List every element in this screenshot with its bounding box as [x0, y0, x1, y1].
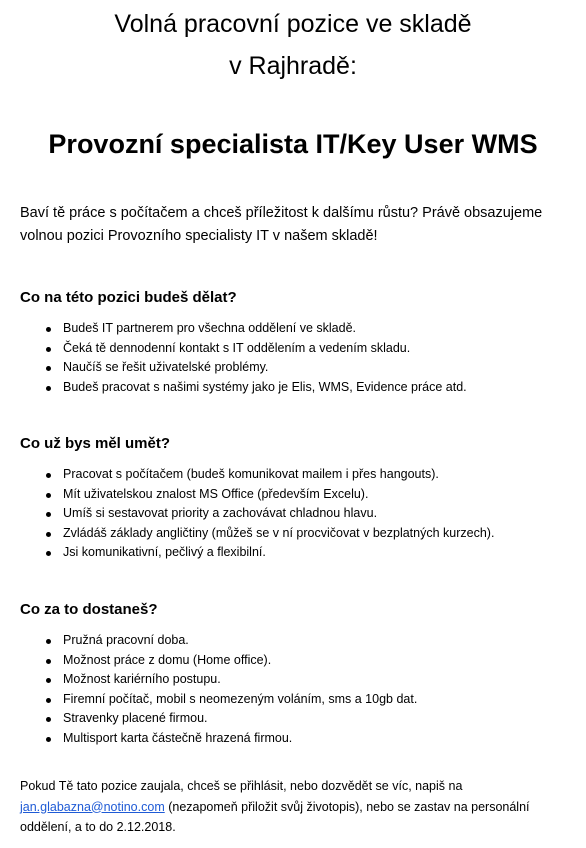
email-link[interactable]: jan.glabazna@notino.com: [20, 799, 165, 814]
list-item: Multisport karta částečně hrazená firmou.: [20, 729, 560, 749]
job-title: Provozní specialista IT/Key User WMS: [48, 129, 538, 159]
intro-paragraph: Baví tě práce s počítačem a chceš příležitost k dalšímu růstu? Právě obsazujeme volnou pozici Provozního specialisty IT v našem skladě!: [20, 205, 543, 244]
list-item: Budeš pracovat s našimi systémy jako je Elis, WMS, Evidence práce atd.: [20, 378, 560, 398]
footer-text-after: (nezapomeň přiložit svůj životopis), nebo se zastav na personální oddělení, a to do 2.12.2018.: [20, 799, 530, 834]
list-item: Možnost kariérního postupu.: [20, 670, 560, 690]
section-heading-benefits: Co za to dostaneš?: [20, 601, 158, 618]
list-item: Stravenky placené firmou.: [20, 709, 560, 729]
list-item: Umíš si sestavovat priority a zachovávat chladnou hlavu.: [20, 504, 560, 524]
main-title-line1: Volná pracovní pozice ve skladě: [114, 10, 472, 38]
list-item: Naučíš se řešit uživatelské problémy.: [20, 358, 560, 378]
requirements-list: [20, 465, 560, 563]
section-heading-requirements: Co už bys měl umět?: [20, 435, 171, 452]
list-item: Jsi komunikativní, pečlivý a flexibilní.: [20, 543, 560, 563]
list-item: Mít uživatelskou znalost MS Office (především Excelu).: [20, 485, 560, 505]
footer-text-before: Pokud Tě tato pozice zaujala, chceš se přihlásit, nebo dozvědět se víc, napiš na: [20, 779, 463, 793]
list-item: Firemní počítač, mobil s neomezeným voláním, sms a 10gb dat.: [20, 690, 560, 710]
list-item: Pracovat s počítačem (budeš komunikovat mailem i přes hangouts).: [20, 465, 560, 485]
benefits-list: [20, 631, 560, 748]
duties-list: [20, 319, 560, 397]
list-item: Zvládáš základy angličtiny (můžeš se v ní procvičovat v bezplatných kurzech).: [20, 524, 560, 544]
section-heading-duties: Co na této pozici budeš dělat?: [20, 289, 237, 306]
list-item: Pružná pracovní doba.: [20, 631, 560, 651]
list-item: Možnost práce z domu (Home office).: [20, 651, 560, 671]
list-item: Čeká tě dennodenní kontakt s IT oddělením a vedením skladu.: [20, 339, 560, 359]
footer-paragraph: [20, 776, 565, 838]
list-item: Budeš IT partnerem pro všechna oddělení ve skladě.: [20, 319, 560, 339]
main-title-line2: v Rajhradě:: [229, 52, 357, 80]
